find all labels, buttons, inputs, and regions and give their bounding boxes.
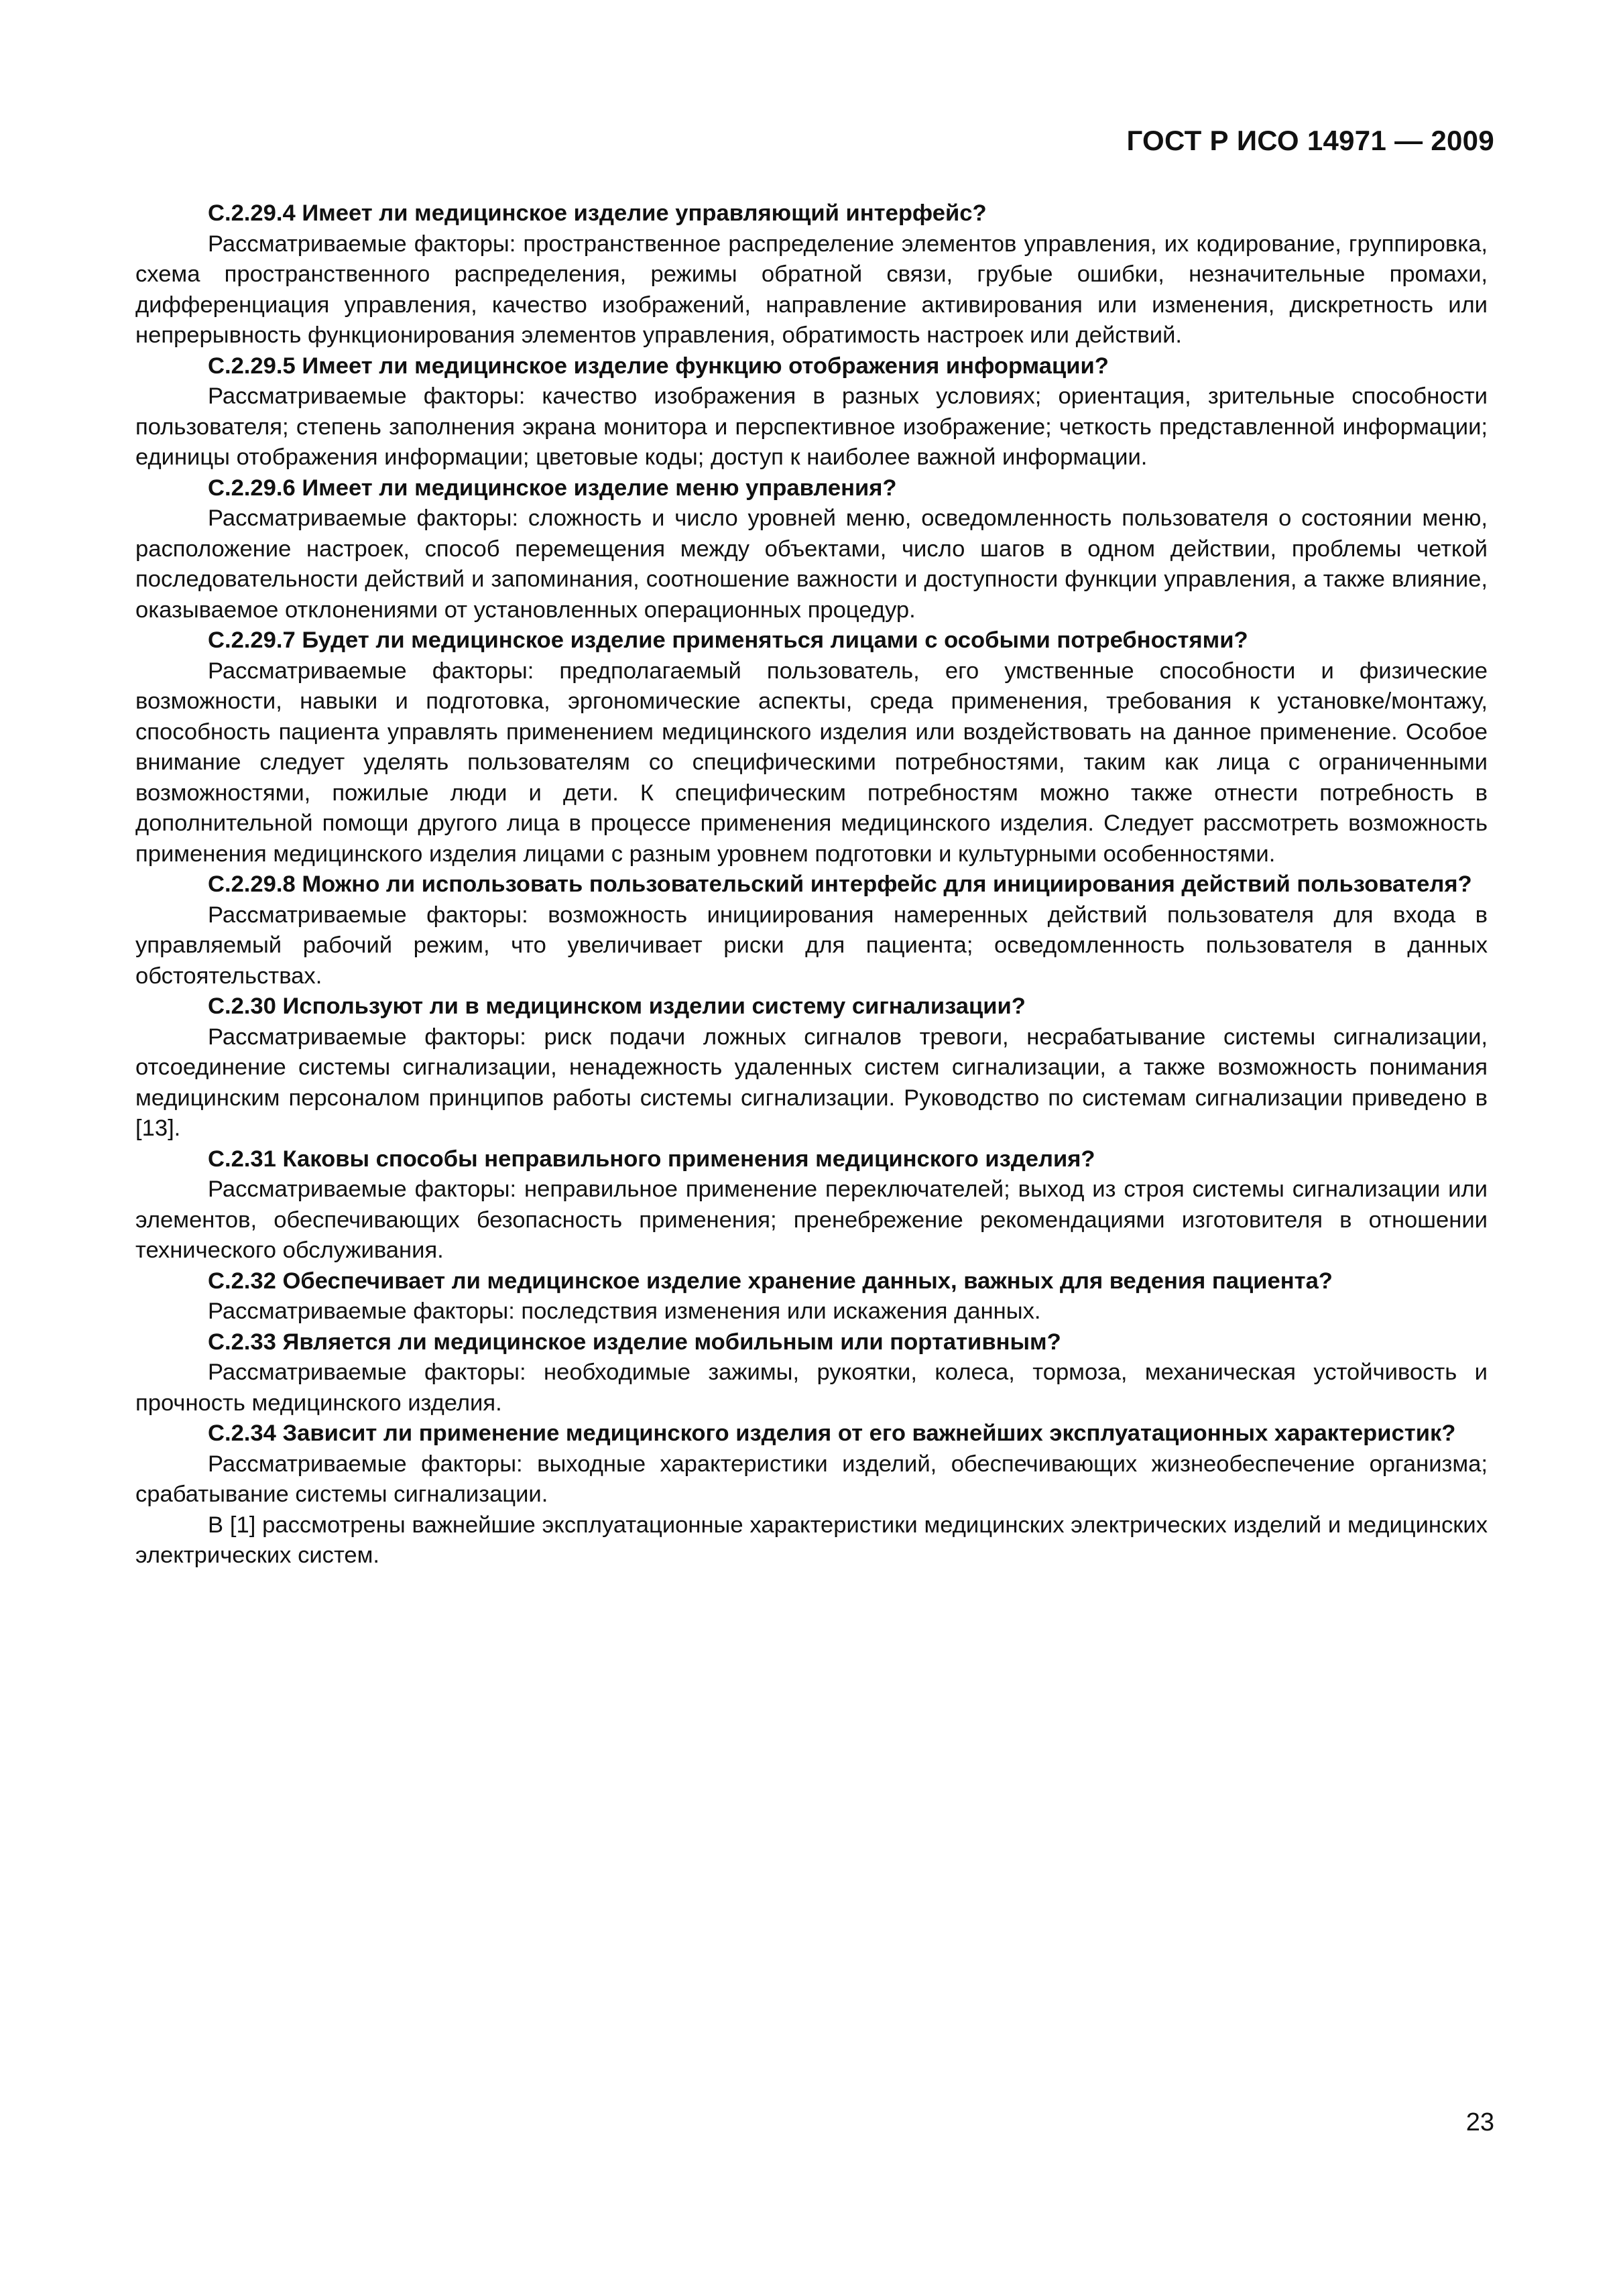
section-paragraph: Рассматриваемые факторы: последствия изменения или искажения данных.	[208, 1298, 1041, 1324]
document-standard-id: ГОСТ Р ИСО 14971 — 2009	[1126, 125, 1494, 156]
section-heading: С.2.34 Зависит ли применение медицинского изделия от его важнейших эксплуатационных характеристик?	[208, 1421, 1456, 1446]
section-heading: С.2.29.7 Будет ли медицинское изделие применяться лицами с особыми потребностями?	[208, 627, 1248, 653]
section-paragraph: Рассматриваемые факторы: пространственное распределение элементов управления, их кодирование, группировка, схема пространственного распределения, режимы обратной связи, грубые ошибки, незначительные промахи, дифференциация управления, качество изображений, направление активирования или изменения, дискретность или непрерывность функционирования элементов управления, обратимость настроек или действий.	[135, 231, 1488, 348]
section-paragraph: Рассматриваемые факторы: выходные характеристики изделий, обеспечивающих жизнеобеспечение организма; срабатывание системы сигнализации.	[135, 1451, 1488, 1507]
section-paragraph: В [1] рассмотрены важнейшие эксплуатационные характеристики медицинских электрических изделий и медицинских электрических систем.	[135, 1512, 1488, 1568]
section-paragraph: Рассматриваемые факторы: предполагаемый пользователь, его умственные способности и физические возможности, навыки и подготовка, эргономические аспекты, среда применения, требования к установке/монтажу, способность пациента управлять применением медицинского изделия или воздействовать на данное применение. Особое внимание следует уделять пользователям со специфическими потребностями, таким как лица с ограниченными возможностями, пожилые люди и дети. К специфическим потребностям можно также отнести потребность в дополнительной помощи другого лица в процессе применения медицинского изделия. Следует рассмотреть возможность применения медицинского изделия лицами с разным уровнем подготовки и культурными особенностями.	[135, 658, 1488, 867]
section-paragraph: Рассматриваемые факторы: возможность инициирования намеренных действий пользователя для входа в управляемый рабочий режим, что увеличивает риски для пациента; осведомленность пользователя в данных обстоятельствах.	[135, 902, 1488, 989]
section-heading: С.2.32 Обеспечивает ли медицинское изделие хранение данных, важных для ведения пациента?	[208, 1268, 1333, 1294]
section-heading: С.2.30 Используют ли в медицинском изделии систему сигнализации?	[208, 993, 1026, 1019]
section-heading: С.2.33 Является ли медицинское изделие мобильным или портативным?	[208, 1329, 1061, 1355]
section-heading: С.2.29.6 Имеет ли медицинское изделие меню управления?	[208, 475, 897, 501]
page-number: 23	[1465, 2108, 1494, 2136]
section-paragraph: Рассматриваемые факторы: риск подачи ложных сигналов тревоги, несрабатывание системы сигнализации, отсоединение системы сигнализации, ненадежность удаленных систем сигнализации, а также возможность понимания медицинским персоналом принципов работы системы сигнализации. Руководство по системам сигнализации приведено в [13].	[135, 1024, 1488, 1141]
section-heading: С.2.29.8 Можно ли использовать пользовательский интерфейс для инициирования действий пользователя?	[208, 871, 1472, 897]
section-paragraph: Рассматриваемые факторы: сложность и число уровней меню, осведомленность пользователя о состоянии меню, расположение настроек, способ перемещения между объектами, число шагов в одном действии, проблемы четкой последовательности действий и запоминания, соотношение важности и доступности функции управления, а также влияние, оказываемое отклонениями от установленных операционных процедур.	[135, 505, 1488, 623]
section-heading: С.2.31 Каковы способы неправильного применения медицинского изделия?	[208, 1146, 1095, 1172]
document-body	[135, 198, 1488, 1571]
section-heading: С.2.29.5 Имеет ли медицинское изделие функцию отображения информации?	[208, 353, 1109, 379]
section-heading: С.2.29.4 Имеет ли медицинское изделие управляющий интерфейс?	[208, 200, 987, 226]
section-paragraph: Рассматриваемые факторы: неправильное применение переключателей; выход из строя системы сигнализации или элементов, обеспечивающих безопасность применения; пренебрежение рекомендациями изготовителя в отношении технического обслуживания.	[135, 1176, 1488, 1263]
section-paragraph: Рассматриваемые факторы: необходимые зажимы, рукоятки, колеса, тормоза, механическая устойчивость и прочность медицинского изделия.	[135, 1360, 1488, 1416]
section-paragraph: Рассматриваемые факторы: качество изображения в разных условиях; ориентация, зрительные способности пользователя; степень заполнения экрана монитора и перспективное изображение; четкость представленной информации; единицы отображения информации; цветовые коды; доступ к наиболее важной информации.	[135, 383, 1488, 470]
